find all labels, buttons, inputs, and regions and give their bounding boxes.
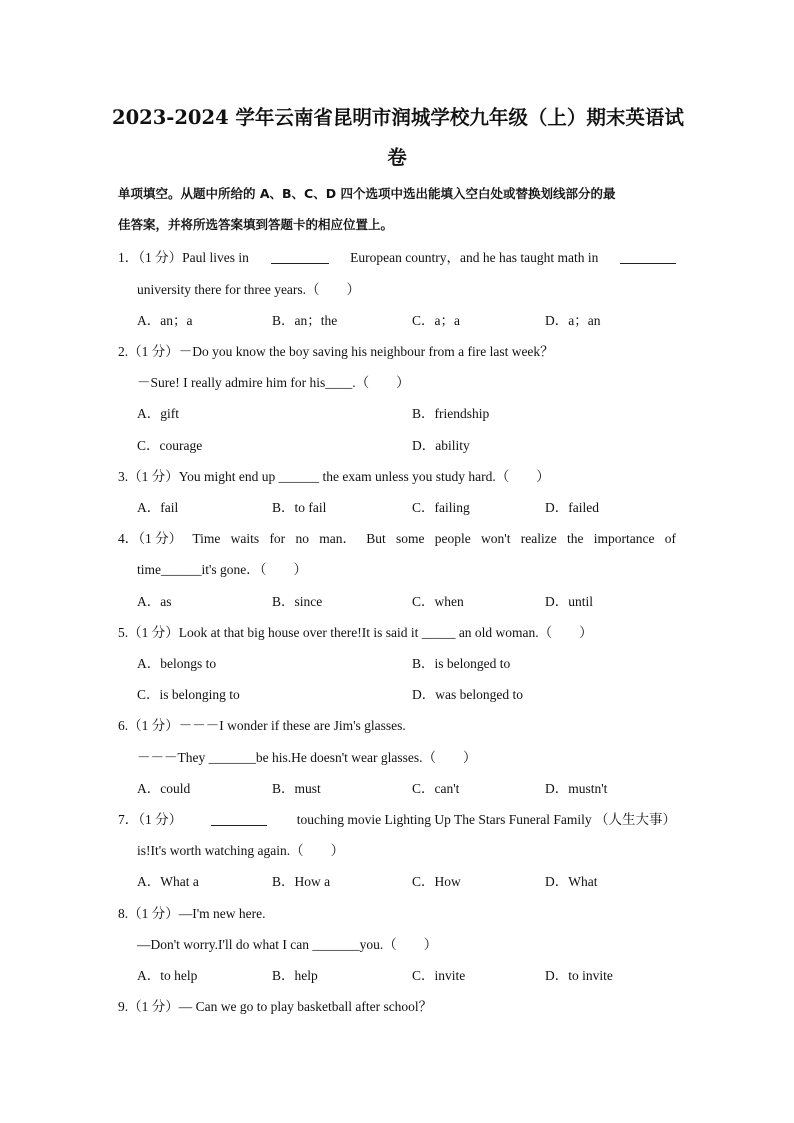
question-1-text-part-1: 1．（1 分）Paul lives in: [118, 250, 249, 265]
question-1-option-b[interactable]: B．an；the: [272, 313, 338, 328]
question-4-word: Time: [192, 531, 221, 546]
question-3-stem: 3.（1 分）You might end up ______ the exam unless you study hard.（ ）: [118, 469, 550, 484]
question-1-text-part-2: European country，and he has taught math in: [350, 250, 599, 265]
question-4-stem-continued: time______it's gone．（ ）: [137, 562, 308, 577]
question-4-word: some: [396, 531, 425, 546]
question-3-option-b[interactable]: B．to fail: [272, 500, 327, 515]
exam-title-line-1: 2023-2024 学年云南省昆明市润城学校九年级（上）期末英语试: [112, 106, 684, 129]
question-6-option-b[interactable]: B．must: [272, 781, 321, 796]
question-4-word: for: [269, 531, 286, 546]
question-5-stem: 5.（1 分）Look at that big house over there!It is said it _____ an old woman.（ ）: [118, 625, 593, 640]
question-6-option-d[interactable]: D．mustn't: [545, 781, 608, 796]
section-instructions-line-1: 单项填空。从题中所给的 A、B、C、D 四个选项中选出能填入空白处或替换划线部分的最: [118, 186, 616, 201]
question-2-option-c[interactable]: C．courage: [137, 438, 203, 453]
exam-title-line-2: 卷: [387, 146, 407, 169]
question-6-option-c[interactable]: C．can't: [412, 781, 460, 796]
question-6-stem: 6.（1 分）－－－I wonder if these are Jim's glasses.: [118, 718, 406, 733]
question-2-stem: 2.（1 分）－Do you know the boy saving his neighbour from a fire last week？: [118, 344, 554, 359]
question-4-option-d[interactable]: D．until: [545, 594, 594, 609]
question-7-option-d[interactable]: D．What: [545, 874, 598, 889]
question-4-option-a[interactable]: A．as: [137, 594, 172, 609]
question-4-word: the: [566, 531, 584, 546]
question-4-word: man．: [319, 531, 356, 546]
question-8-reply: —Don't worry.I'll do what I can _______you.（ ）: [137, 937, 438, 952]
question-6-reply: －－－They _______be his.He doesn't wear glasses.（ ）: [137, 750, 477, 765]
question-8-option-c[interactable]: C．invite: [412, 968, 466, 983]
question-7-option-c[interactable]: C．How: [412, 874, 461, 889]
question-4-word: But: [366, 531, 386, 546]
question-1-stem: [118, 251, 676, 265]
question-8-option-b[interactable]: B．help: [272, 968, 318, 983]
question-8-option-a[interactable]: A．to help: [137, 968, 198, 983]
question-2-option-b[interactable]: B．friendship: [412, 406, 490, 421]
question-4-word: won't: [481, 531, 511, 546]
question-9-stem: 9.（1 分）— Can we go to play basketball after school？: [118, 999, 433, 1014]
question-2-option-d[interactable]: D．ability: [412, 438, 470, 453]
question-7-option-b[interactable]: B．How a: [272, 874, 331, 889]
question-1-blank-1: [271, 251, 329, 264]
question-4-word: no: [295, 531, 309, 546]
question-8-option-d[interactable]: D．to invite: [545, 968, 613, 983]
question-1-option-d[interactable]: D．a；an: [545, 313, 601, 328]
question-5-option-b[interactable]: B．is belonged to: [412, 656, 511, 671]
question-4-option-b[interactable]: B．since: [272, 594, 323, 609]
question-4-word: of: [664, 531, 676, 546]
question-1-option-c[interactable]: C．a；a: [412, 313, 460, 328]
question-7-stem: [118, 813, 676, 827]
question-7-stem-continued: is!It's worth watching again.（ ）: [137, 843, 345, 858]
question-8-stem: 8.（1 分）—I'm new here.: [118, 906, 266, 921]
question-4-word: waits: [230, 531, 260, 546]
question-5-option-d[interactable]: D．was belonged to: [412, 687, 523, 702]
question-5-option-c[interactable]: C．is belonging to: [137, 687, 240, 702]
question-4-word: importance: [593, 531, 655, 546]
question-4-word: people: [434, 531, 471, 546]
question-1-stem-continued: university there for three years.（ ）: [137, 282, 361, 297]
question-4-option-c[interactable]: C．when: [412, 594, 464, 609]
question-7-option-a[interactable]: A．What a: [137, 874, 199, 889]
question-5-option-a[interactable]: A．belongs to: [137, 656, 217, 671]
section-instructions-line-2: 佳答案，并将所选答案填到答题卡的相应位置上。: [118, 217, 394, 232]
question-1-blank-2: [620, 251, 676, 264]
question-4-stem: [118, 532, 676, 546]
question-4-word: 4．（1 分）: [118, 531, 183, 546]
question-3-option-c[interactable]: C．failing: [412, 500, 470, 515]
question-2-option-a[interactable]: A．gift: [137, 406, 179, 421]
question-7-text-part-1: 7．（1 分）: [118, 812, 183, 827]
question-6-option-a[interactable]: A．could: [137, 781, 191, 796]
question-2-reply: －Sure! I really admire him for his____.（ ）: [137, 375, 410, 390]
question-3-option-d[interactable]: D．failed: [545, 500, 599, 515]
question-3-option-a[interactable]: A．fail: [137, 500, 179, 515]
question-1-option-a[interactable]: A．an；a: [137, 313, 193, 328]
question-7-blank: [211, 813, 267, 826]
question-7-text-part-2: touching movie Lighting Up The Stars Funeral Family （人生大事）: [296, 812, 676, 827]
question-4-word: realize: [520, 531, 557, 546]
